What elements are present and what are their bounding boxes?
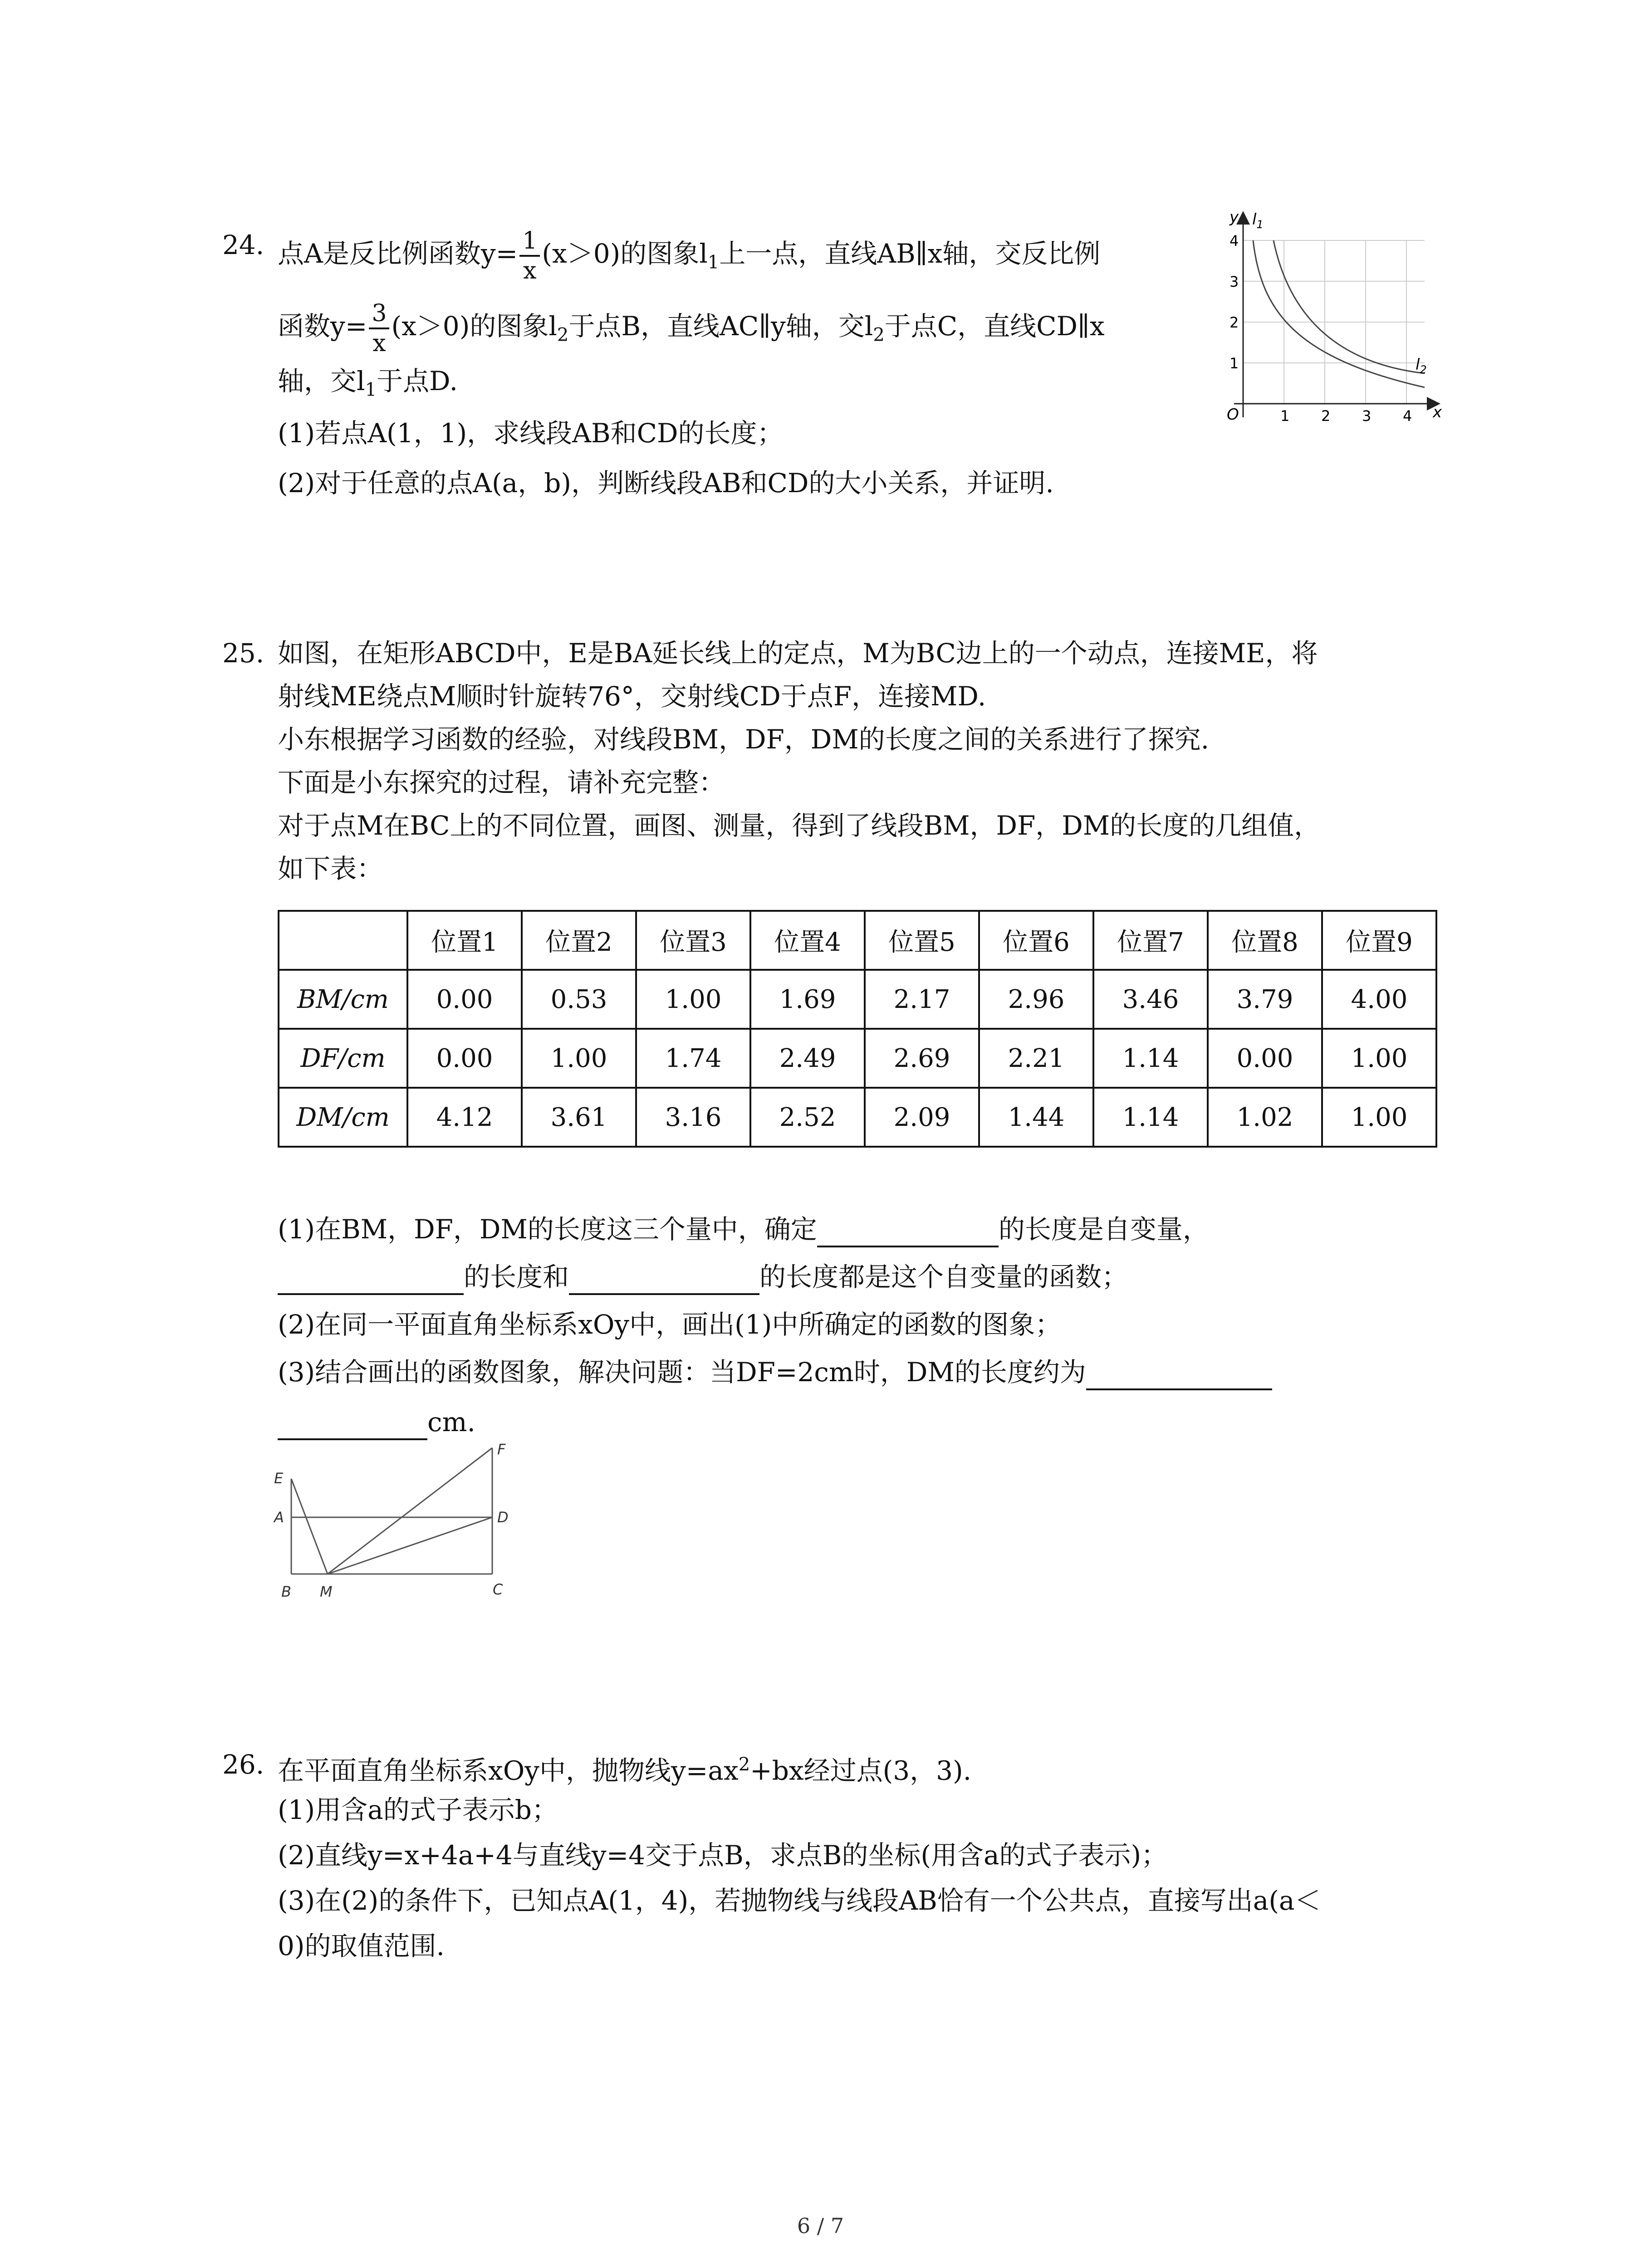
table-row-label: DM/cm — [279, 1088, 407, 1147]
q25-part-3-line-2: cm. — [278, 1404, 475, 1440]
y-tick-1: 1 — [1230, 355, 1239, 372]
curve-l2 — [1274, 240, 1425, 373]
table-cell: 3.16 — [636, 1088, 750, 1147]
table-cell: 2.52 — [750, 1088, 865, 1147]
q26-line-1: 在平面直角坐标系xOy中，抛物线$y=ax^2+bx$经过点(3，3). — [278, 1754, 972, 1786]
q25-figure — [268, 1438, 540, 1601]
label-l2: $l_2$ — [1416, 356, 1427, 376]
q25-part-3-line-1: (3)结合画出的函数图象，解决问题：当DF=2cm时，DM的长度约为 — [278, 1354, 1272, 1390]
graph-y-label: y — [1230, 208, 1239, 226]
y-tick-2: 2 — [1230, 314, 1239, 331]
graph-grid — [1243, 240, 1425, 404]
table-cell: 1.00 — [522, 1029, 636, 1088]
q26-part-2: (2)直线y=x+4a+4与直线y=4交于点B，求点B的坐标(用含a的式子表示)； — [278, 1840, 1168, 1871]
answer-blank-2[interactable] — [278, 1266, 464, 1295]
table-cell: 0.00 — [407, 970, 522, 1029]
table-cell: 1.00 — [1322, 1088, 1436, 1147]
q24-graph — [1216, 204, 1452, 440]
q24-line-1: 点A是反比例函数y= $\frac{1}{x}$ (x＞0)的图象$l_1$上一点，直线AB∥x轴，交反比例 — [278, 227, 1101, 284]
graph-origin: O — [1227, 406, 1239, 424]
table-header-row — [279, 911, 1436, 970]
fraction-1-over-x: $\frac{1}{x}$ — [519, 227, 540, 285]
table-cell: 3.61 — [522, 1088, 636, 1147]
q25-line-5: 对于点M在BC上的不同位置，画图、测量，得到了线段BM，DF，DM的长度的几组值， — [278, 810, 1321, 841]
fraction-3-over-x: $\frac{3}{x}$ — [369, 299, 389, 357]
table-header-cell: 位置5 — [865, 911, 979, 970]
q25-line-6: 如下表： — [278, 853, 383, 884]
table-cell: 1.14 — [1093, 1029, 1208, 1088]
y-tick-4: 4 — [1230, 232, 1239, 249]
table-cell: 0.53 — [522, 970, 636, 1029]
table-cell: 2.49 — [750, 1029, 865, 1088]
label-m: M — [320, 1583, 333, 1600]
answer-blank-4[interactable] — [1086, 1361, 1272, 1390]
q24-part-1: (1)若点A(1，1)，求线段AB和CD的长度； — [278, 418, 784, 449]
table-cell: 4.12 — [407, 1088, 522, 1147]
q25-line-4: 下面是小东探究的过程，请补充完整： — [278, 767, 725, 798]
table-cell: 1.74 — [636, 1029, 750, 1088]
table-row-bm — [279, 970, 1436, 1029]
q25-part-2: (2)在同一平面直角坐标系xOy中，画出(1)中所确定的函数的图象； — [278, 1309, 1062, 1340]
q25-line-1: 如图，在矩形ABCD中，E是BA延长线上的定点，M为BC边上的一个动点，连接ME，将 — [278, 638, 1318, 669]
q25-line-2: 射线ME绕点M顺时针旋转76°，交射线CD于点F，连接MD. — [278, 681, 986, 712]
label-b: B — [281, 1583, 291, 1600]
x-tick-3: 3 — [1362, 407, 1372, 425]
table-cell: 1.44 — [979, 1088, 1093, 1147]
table-cell: 1.14 — [1093, 1088, 1208, 1147]
page-number: 6 / 7 — [797, 2214, 844, 2238]
q25-part-1-line-2: 的长度和 的长度都是这个自变量的函数； — [278, 1259, 1128, 1295]
table-cell: 2.17 — [865, 970, 979, 1029]
table-cell: 1.69 — [750, 970, 865, 1029]
table-cell: 2.69 — [865, 1029, 979, 1088]
q26-number: 26. — [222, 1749, 265, 1780]
segment-mf — [328, 1448, 492, 1574]
label-a: A — [274, 1509, 284, 1526]
segment-me — [291, 1479, 328, 1574]
table-cell: 0.00 — [1208, 1029, 1322, 1088]
q24-number: 24. — [222, 230, 265, 260]
q24-part-2: (2)对于任意的点A(a，b)，判断线段AB和CD的大小关系，并证明. — [278, 468, 1054, 499]
table-cell: 2.21 — [979, 1029, 1093, 1088]
graph-y-ticks — [1230, 232, 1239, 372]
table-header-cell: 位置2 — [522, 911, 636, 970]
q24-line-3: 轴，交$l_1$于点D. — [278, 366, 458, 401]
answer-blank-1[interactable] — [817, 1218, 999, 1247]
table-header-cell: 位置3 — [636, 911, 750, 970]
q25-line-3: 小东根据学习函数的经验，对线段BM，DF，DM的长度之间的关系进行了探究. — [278, 724, 1210, 755]
table-corner-cell — [279, 911, 407, 970]
table-row-df — [279, 1029, 1436, 1088]
table-cell: 4.00 — [1322, 970, 1436, 1029]
q26-part-3-line-2: 0)的取值范围. — [278, 1931, 445, 1961]
x-tick-2: 2 — [1321, 407, 1331, 425]
q26-part-3-line-1: (3)在(2)的条件下，已知点A(1，4)，若抛物线与线段AB恰有一个公共点，直接写出a(a＜ — [278, 1885, 1321, 1916]
q26-part-1: (1)用含a的式子表示b； — [278, 1794, 558, 1825]
q25-part-1-line-1: (1)在BM，DF，DM的长度这三个量中，确定 的长度是自变量， — [278, 1211, 1209, 1247]
x-tick-1: 1 — [1280, 407, 1290, 425]
answer-blank-5[interactable] — [278, 1411, 427, 1440]
table-cell: 3.79 — [1208, 970, 1322, 1029]
x-tick-4: 4 — [1403, 407, 1412, 425]
table-cell: 2.96 — [979, 970, 1093, 1029]
q25-data-table — [278, 910, 1437, 1148]
table-cell: 2.09 — [865, 1088, 979, 1147]
q24-line-2: 函数y= $\frac{3}{x}$ (x＞0)的图象$l_2$于点B，直线AC∥y轴，交$l_2$于点C，直线CD∥x — [278, 300, 1105, 357]
answer-blank-3[interactable] — [569, 1266, 759, 1295]
table-header-cell: 位置6 — [979, 911, 1093, 970]
table-row-dm — [279, 1088, 1436, 1147]
label-d: D — [497, 1509, 509, 1526]
graph-x-ticks — [1280, 407, 1412, 425]
table-cell: 1.00 — [636, 970, 750, 1029]
label-f: F — [497, 1441, 506, 1458]
graph-x-label: x — [1433, 403, 1442, 421]
table-cell: 1.02 — [1208, 1088, 1322, 1147]
q25-number: 25. — [222, 638, 265, 669]
label-l1: $l_1$ — [1252, 210, 1264, 231]
y-tick-3: 3 — [1230, 273, 1239, 290]
table-cell: 1.00 — [1322, 1029, 1436, 1088]
table-header-cell: 位置9 — [1322, 911, 1436, 970]
table-cell: 3.46 — [1093, 970, 1208, 1029]
table-header-cell: 位置8 — [1208, 911, 1322, 970]
label-e: E — [274, 1470, 284, 1487]
table-header-cell: 位置1 — [407, 911, 522, 970]
table-header-cell: 位置7 — [1093, 911, 1208, 970]
table-row-label: DF/cm — [279, 1029, 407, 1088]
table-cell: 0.00 — [407, 1029, 522, 1088]
table-row-label: BM/cm — [279, 970, 407, 1029]
table-header-cell: 位置4 — [750, 911, 865, 970]
label-c: C — [493, 1581, 503, 1598]
segment-md — [328, 1517, 492, 1574]
